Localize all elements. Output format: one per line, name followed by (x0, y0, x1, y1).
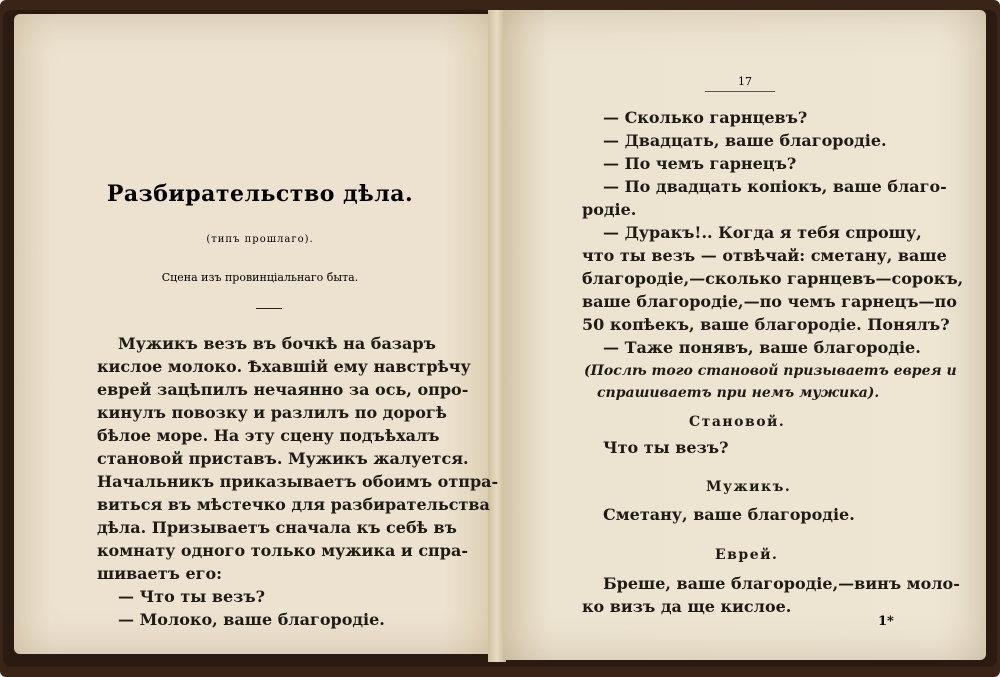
dialogue-line: родіе. (582, 200, 637, 219)
dialogue-line: — Что ты везъ? (118, 587, 266, 606)
dialogue-line: — Дуракъ!.. Когда я тебя спрошу, (603, 223, 922, 242)
dialogue-line: — Двадцать, ваше благородіе. (603, 131, 887, 150)
dialogue-line: благородіе,—сколько гарнцевъ—сорокъ, (582, 269, 964, 288)
text-line: кислое молоко. Ѣхавшій ему навстрѣчу (97, 357, 471, 376)
speaker-name: Еврей. (715, 547, 779, 563)
dialogue-line: — Молоко, ваше благородіе. (118, 610, 385, 629)
page-number: 17 (738, 75, 752, 88)
speaker-name: Становой. (689, 414, 786, 430)
text-line: бѣлое море. На эту сцену подъѣхалъ (97, 426, 440, 445)
chapter-title: Разбирательство дѣла. (106, 181, 414, 207)
stage-direction: спрашиваетъ при немъ мужика). (597, 385, 880, 401)
dialogue-line: Что ты везъ? (603, 438, 729, 457)
scene-caption: Сцена изъ провинціальнаго быта. (161, 271, 359, 284)
text-line: шиваетъ его: (97, 564, 223, 583)
text-line: Начальникъ приказываетъ обоимъ отпра- (97, 472, 499, 491)
dialogue-line: Бреше, ваше благородіе,—винъ моло- (603, 574, 960, 593)
dialogue-line: что ты везъ — отвѣчай: сметану, ваше (582, 246, 947, 265)
text-line: еврей зацѣпилъ нечаянно за ось, опро- (97, 380, 469, 399)
dialogue-line: — Таже понявъ, ваше благородіе. (603, 338, 921, 357)
stage-direction: (Послѣ того становой призываетъ еврея и (584, 363, 957, 379)
text-line: виться въ мѣстечко для разбирательства (97, 495, 490, 514)
dialogue-line: — По чемъ гарнецъ? (603, 154, 797, 173)
dialogue-line: — По двадцать копіокъ, ваше благо- (603, 177, 947, 196)
dialogue-line: Сметану, ваше благородіе. (603, 505, 855, 524)
speaker-name: Мужикъ. (706, 479, 792, 495)
text-line: Мужикъ везъ въ бочкѣ на базаръ (118, 334, 436, 353)
dialogue-line: ваше благородіе,—по чемъ гарнецъ—по (582, 292, 957, 311)
chapter-subtitle: (типъ прошлаго). (206, 234, 314, 245)
text-line: комнату одного только мужика и спра- (97, 541, 468, 560)
dialogue-line: — Сколько гарнцевъ? (603, 108, 808, 127)
text-line: дѣла. Призываетъ сначала къ себѣ въ (97, 518, 457, 537)
text-line: становой приставъ. Мужикъ жалуется. (97, 449, 469, 468)
dialogue-line: 50 копѣекъ, ваше благородіе. Понялъ? (582, 315, 950, 334)
signature-mark: 1* (878, 614, 894, 629)
dialogue-line: ко визъ да ще кислое. (582, 597, 792, 616)
divider (256, 308, 282, 309)
page-number-rule (705, 91, 775, 92)
text-line: кинулъ повозку и разлилъ по дорогѣ (97, 403, 447, 422)
